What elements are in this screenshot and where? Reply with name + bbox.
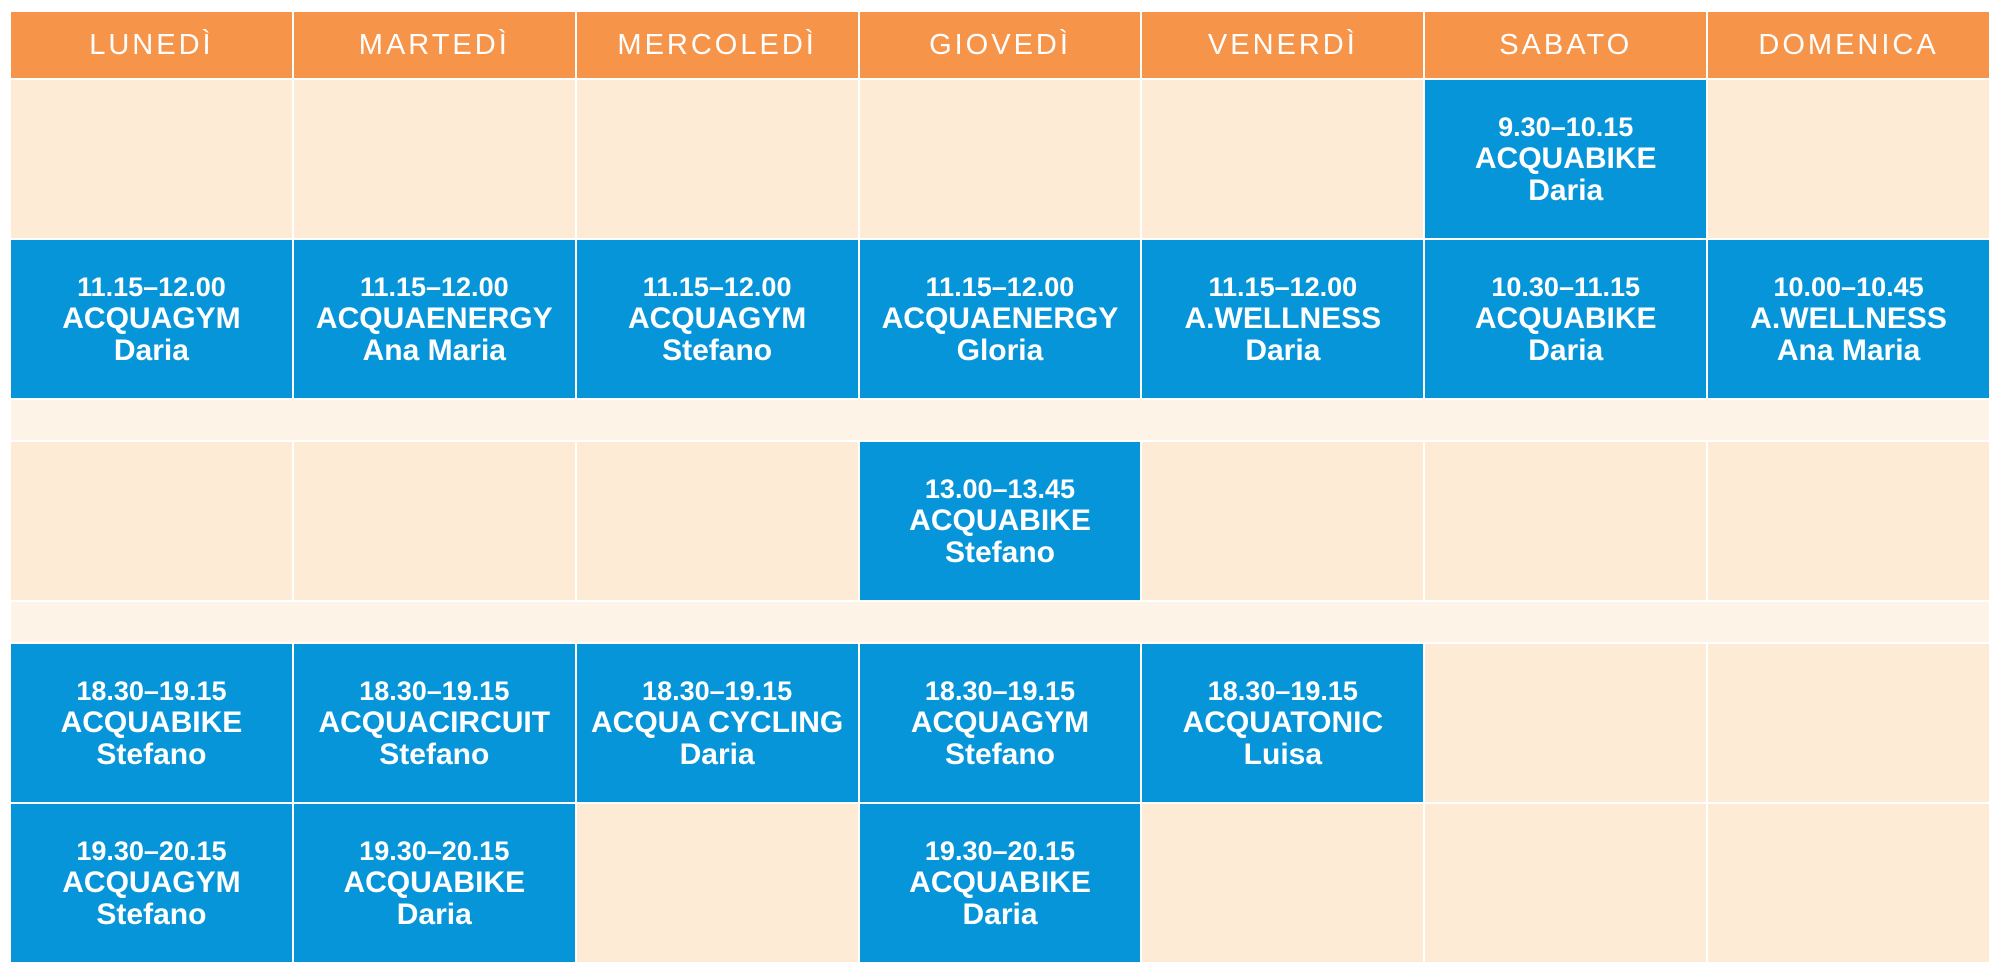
- class-instructor: Stefano: [96, 898, 207, 931]
- class-instructor: Daria: [679, 738, 755, 771]
- class-instructor: Stefano: [944, 536, 1055, 569]
- empty-slot: [1142, 442, 1423, 600]
- class-instructor: Luisa: [1243, 738, 1323, 771]
- class-slot[interactable]: [1425, 240, 1706, 398]
- class-instructor: Ana Maria: [1776, 334, 1921, 367]
- class-slot[interactable]: [11, 240, 292, 398]
- class-time: 10.00–10.45: [1773, 272, 1924, 302]
- class-slot[interactable]: [11, 804, 292, 962]
- empty-slot: [1708, 442, 1989, 600]
- class-time: 19.30–20.15: [76, 836, 227, 866]
- class-name: ACQUAGYM: [627, 302, 807, 335]
- class-name: ACQUABIKE: [1474, 302, 1657, 335]
- class-slot[interactable]: [294, 644, 575, 802]
- class-slot[interactable]: [294, 240, 575, 398]
- class-time: 11.15–12.00: [77, 272, 226, 302]
- class-name: ACQUAGYM: [62, 866, 241, 899]
- empty-slot: [1425, 644, 1706, 802]
- empty-slot: [294, 80, 575, 238]
- class-name: ACQUABIKE: [1474, 142, 1657, 175]
- class-slot[interactable]: [860, 644, 1141, 802]
- class-slot[interactable]: [1142, 644, 1423, 802]
- class-name: ACQUABIKE: [343, 866, 526, 899]
- day-header: GIOVEDÌ: [860, 12, 1141, 78]
- empty-slot: [577, 804, 858, 962]
- class-time: 18.30–19.15: [359, 676, 510, 706]
- class-name: ACQUAGYM: [910, 706, 1090, 739]
- class-time: 18.30–19.15: [76, 676, 227, 706]
- row-spacer: [11, 400, 1989, 440]
- class-name: ACQUAENERGY: [881, 302, 1119, 335]
- class-time: 9.30–10.15: [1498, 112, 1634, 142]
- class-instructor: Daria: [962, 898, 1038, 931]
- class-instructor: Stefano: [96, 738, 207, 771]
- empty-slot: [577, 80, 858, 238]
- class-instructor: Stefano: [379, 738, 490, 771]
- class-time: 13.00–13.45: [924, 474, 1076, 504]
- class-instructor: Daria: [113, 334, 189, 367]
- empty-slot: [1425, 442, 1706, 600]
- empty-slot: [860, 80, 1141, 238]
- day-header: SABATO: [1425, 12, 1706, 78]
- day-header: MARTEDÌ: [294, 12, 575, 78]
- class-name: ACQUATONIC: [1182, 706, 1384, 739]
- class-name: ACQUABIKE: [909, 866, 1091, 899]
- empty-slot: [1142, 804, 1423, 962]
- empty-slot: [294, 442, 575, 600]
- class-slot[interactable]: [294, 804, 575, 962]
- class-instructor: Daria: [396, 898, 472, 931]
- class-time: 11.15–12.00: [642, 272, 792, 302]
- class-slot[interactable]: [1425, 80, 1706, 238]
- class-slot[interactable]: [1142, 240, 1423, 398]
- empty-slot: [1708, 80, 1989, 238]
- day-header: VENERDÌ: [1142, 12, 1423, 78]
- class-instructor: Stefano: [662, 334, 773, 367]
- class-name: ACQUABIKE: [909, 504, 1091, 537]
- class-slot[interactable]: [860, 240, 1141, 398]
- class-name: ACQUABIKE: [60, 706, 243, 739]
- class-name: ACQUAENERGY: [315, 302, 553, 335]
- class-time: 18.30–19.15: [642, 676, 793, 706]
- empty-slot: [1708, 644, 1989, 802]
- day-header: DOMENICA: [1708, 12, 1989, 78]
- class-name: ACQUAGYM: [62, 302, 241, 335]
- class-name: A.WELLNESS: [1184, 302, 1382, 335]
- empty-slot: [11, 80, 292, 238]
- class-slot[interactable]: [860, 804, 1141, 962]
- class-instructor: Ana Maria: [362, 334, 506, 367]
- class-name: ACQUACIRCUIT: [318, 706, 551, 739]
- class-slot[interactable]: [577, 240, 858, 398]
- class-time: 11.15–12.00: [925, 272, 1075, 302]
- empty-slot: [577, 442, 858, 600]
- day-header: MERCOLEDÌ: [577, 12, 858, 78]
- class-time: 11.15–12.00: [359, 272, 509, 302]
- class-instructor: Daria: [1245, 334, 1321, 367]
- weekly-schedule-grid: [11, 12, 1989, 962]
- class-time: 11.15–12.00: [1208, 272, 1358, 302]
- empty-slot: [1708, 804, 1989, 962]
- class-instructor: Stefano: [944, 738, 1055, 771]
- class-time: 19.30–20.15: [924, 836, 1076, 866]
- row-spacer: [11, 602, 1989, 642]
- class-instructor: Gloria: [956, 334, 1044, 367]
- class-time: 19.30–20.15: [359, 836, 510, 866]
- day-header: LUNEDÌ: [11, 12, 292, 78]
- class-instructor: Daria: [1528, 334, 1604, 367]
- empty-slot: [1425, 804, 1706, 962]
- empty-slot: [11, 442, 292, 600]
- empty-slot: [1142, 80, 1423, 238]
- class-name: A.WELLNESS: [1750, 302, 1947, 335]
- class-slot[interactable]: [11, 644, 292, 802]
- class-time: 10.30–11.15: [1491, 272, 1641, 302]
- class-instructor: Daria: [1528, 174, 1604, 207]
- class-slot[interactable]: [1708, 240, 1989, 398]
- class-slot[interactable]: [577, 644, 858, 802]
- class-slot[interactable]: [860, 442, 1141, 600]
- class-time: 18.30–19.15: [1207, 676, 1358, 706]
- class-name: ACQUA CYCLING: [591, 706, 844, 739]
- class-time: 18.30–19.15: [924, 676, 1076, 706]
